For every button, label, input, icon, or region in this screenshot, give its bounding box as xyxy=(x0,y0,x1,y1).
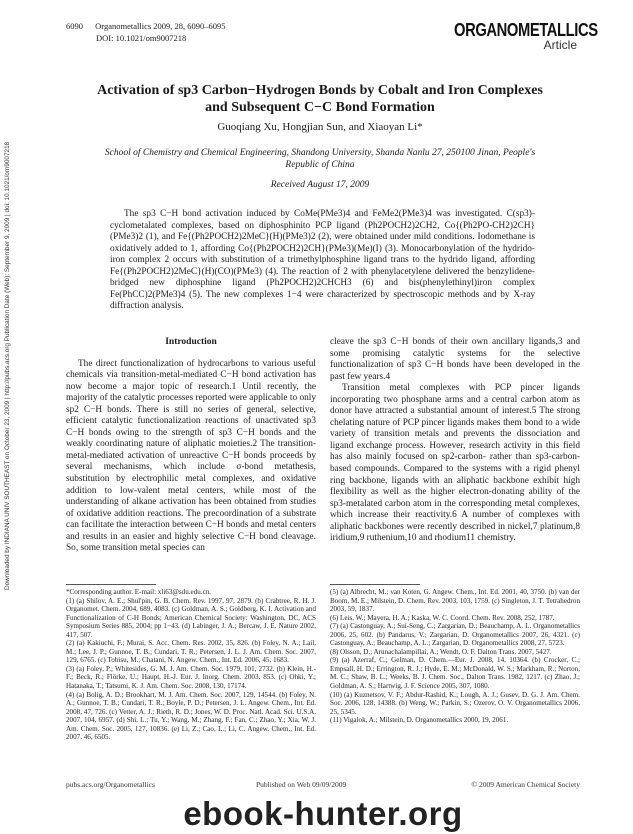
download-stamp xyxy=(4,141,18,590)
footnote: (5) (a) Albrecht, M.; van Koten, G. Angew. Chem., Int. Ed. 2001, 40, 3750. (b) van der Boom, M. E.; Milstein, D. Chem. Rev. 2003, 103, 1759. (c) Singleton, J. T. Tetrahedron 2003, 59, 1837. xyxy=(330,588,580,614)
watermark-logo: ebook-hunter.org xyxy=(183,795,463,832)
section-heading-introduction: Introduction xyxy=(165,337,217,347)
footnote: (4) (a) Bolig, A. D.; Brookhart, M. J. Am. Chem. Soc. 2007, 129, 14544. (b) Foley, N. A.; Gunnoe, T. B.; Cundari, T. R.; Boyle, P. D.; Petersen, J. L. Angew. Chem., Int. Ed. 2008, 47, 726. (c) Vetter, A. J.; Rieth, R. D.; Jones, W. D. Proc. Natl. Acad. Sci. U.S.A. 2007, 104, 6957. (d) Shi, L.; Tu, Y.; Wang, M.; Zhang, F.; Fan, C.; Zhao, Y.; Xia, W. J. Am. Chem. Soc. 2005, 127, 10836. (e) Li, Z.; Cao, L.; Li, C. Angew. Chem., Int. Ed. 2007, 46, 6505. xyxy=(66,690,316,742)
footnote: (9) (a) Azerraf, C.; Gelman, D. Chem.—Eur. J. 2008, 14, 10364. (b) Crocker, C.; Empsall, H. D.; Errington, R. J.; Hyde, E. M.; McDonald, W. S.; Markham, R.; Norton, M. C.; Shaw, B. L.; Weeks, B. J. Chem. Soc., Dalton Trans. 1982, 1217. (c) Zhao, J.; Goldman, A. S.; Hartwig, J. F. Science 2005, 307, 1080. xyxy=(330,656,580,691)
running-header xyxy=(66,20,406,44)
footnotes-right xyxy=(330,588,580,725)
journal-logo xyxy=(427,20,598,52)
author-list: Guoqiang Xu, Hongjian Sun, and Xiaoyan Li* xyxy=(217,121,423,133)
intro-paragraph: The direct functionalization of hydrocarbons to various useful chemicals via transition-metal-mediated C−H bond activation has now become a major topic of research.1 Until recently, the majority of the catalytic processes reported were applicable to only sp2 C−H bonds. There is still no series of general, selective, efficient catalytic functionalization reactions of unactivated sp3 C−H bonds owing to the strength of sp3 C−H bonds and the weakly coordinating nature of aliphatic moieties.2 The transition-metal-mediated activation of unreactive C−H bonds proceeds by several mechanisms, which include σ-bond metathesis, substitution by electrophilic metal complexes, and oxidative addition to low-valent metal centers, while most of the understanding of alkane activation has been obtained from studies of oxidative addition reactions. The precoordination of a substrate can facilitate the interaction between C−H bonds and metal centers and results in an easier and highly selective C−H bond cleavage. So, some transition metal species can xyxy=(66,358,316,554)
column-right xyxy=(330,337,580,545)
paper-title: Activation of sp3 Carbon−Hydrogen Bonds by Cobalt and Iron Complexes and Subsequent C−C Bond Formation xyxy=(97,83,543,115)
page-number: 6090 xyxy=(66,21,83,31)
footnote: (2) (a) Kakiuchi, F.; Murai, S. Acc. Chem. Res. 2002, 35, 826. (b) Foley, N. A.; Lail, M.; Lee, J. P.; Gunnoe, T. B.; Cundari, T. R.; Petersen, J. L. J. Am. Chem. Soc. 2007, 129, 6765. (c) Tobisu, M.; Chatani, N. Angew. Chem., Int. Ed. 2006, 45, 1683. xyxy=(66,639,316,665)
abstract: The sp3 C−H bond activation induced by CoMe(PMe3)4 and FeMe2(PMe3)4 was investigated. C(sp3)-cyclometalated complexes, based on diphosphinito PCP ligand (Ph2POCH2)2CH2, Co{(Ph2PO-CH2)2CH}(PMe3)2 (1), and Fe{(Ph2POCH2)2MeC}(H)(PMe3)2 (2), were obtained under mild conditions. Iodomethane is oxidatively added to 1, affording Co{(Ph2POCH2)2CH}(PMe3)(Me)(I) (3). Monocarbonylation of the hydrido-iron complex 2 occurs with substitution of a trimethylphosphine ligand trans to the hydrido ligand, affording Fe{(Ph2POCH2)2MeC}(H)(CO)(PMe3) (4). The reaction of 2 with phenylacetylene delivered the benzylidene-bridged new diphosphine ligand (Ph2POCH2)2CHCH3 (6) and bis(phenylethinyl)iron complex Fe(PhCC)2(PMe3)4 (5). The new complexes 1−4 were characterized by spectroscopic methods and by X-ray diffraction analysis. xyxy=(110,209,535,311)
footnote: (11) Vigalok, A.; Milstein, D. Organometallics 2000, 19, 2061. xyxy=(330,716,509,725)
footer-journal-url: pubs.acs.org/Organometallics xyxy=(66,780,155,789)
footnote-divider xyxy=(330,584,420,585)
intro-paragraph: cleave the sp3 C−H bonds of their own ancillary ligands,3 and some promising catalytic systems for the selective functionalization of sp3 C−H bonds have been developed in the past few years.4 xyxy=(330,337,580,382)
footnote: (6) Leis, W.; Mayera, H. A.; Kaska, W. C. Coord. Chem. Rev. 2008, 252, 1787. xyxy=(330,613,555,622)
journal-name: ORGANOMETALLICS xyxy=(454,20,598,40)
journal-citation: Organometallics 2009, 28, 6090–6095 xyxy=(95,21,226,31)
footnote: (1) (a) Shilov, A. E.; Shul'pin, G. B. Chem. Rev. 1997, 97, 2879. (b) Crabtree, R. H. J. Organomet. Chem. 2004, 689, 4083. (c) Goldman, A. S.; Goldberg, K. I. Activation and Functionalization of C-H Bonds; American Chemical Society: Washington, DC, ACS Symposium Series 885, 2004; pp 1−43. (d) Labinger, J. A.; Bercaw, J. E. Nature 2002, 417, 507. xyxy=(66,596,316,639)
intro-paragraph: Transition metal complexes with PCP pincer ligands incorporating two phosphane arms and a central carbon atom as donor have attracted a substantial amount of interest.5 The strong chelating nature of PCP pincer ligands makes them bond to a wide variety of transition metals and prevents the dissociation and ligand exchange process. However, research activity in this field has also mainly focused on sp2-carbon- rather than sp3-carbon-based compounds. Compared to the systems with a rigid phenyl ring backbone, ligands with an aliphatic backbone exhibit high flexibility as well as the higher electron-donating ability of the sp3-metalated carbon atom in the corresponding metal complexes, which increase their reactivity.6 A number of complexes with aliphatic backbones were recently described in nickel,7 platinum,8 iridium,9 ruthenium,10 and rhodium11 chemistry. xyxy=(330,383,580,544)
affiliation: School of Chemistry and Chemical Engineering, Shandong University, Shanda Nanlu 27, 250100 Jinan, People's Republic of China xyxy=(104,148,536,170)
footnote-divider xyxy=(66,584,156,585)
footnote: *Corresponding author. E-mail: xli63@sdu.edu.cn. xyxy=(66,588,212,596)
footnote: (7) (a) Castonguay, A.; Sui-Seng, C.; Zargarian, D.; Beauchamp, A. L. Organometallics 2006, 25, 602. (b) Pandarus, V.; Zargarian, D. Organometallics 2007, 26, 4321. (c) Castonguay, A.; Beauchamp, A. L.; Zargarian, D. Organometallics 2008, 27, 5723. xyxy=(330,622,580,648)
footer-publication-date: Published on Web 09/09/2009 xyxy=(256,780,347,789)
doi: DOI: 10.1021/om9007218 xyxy=(96,33,187,43)
article-type: Article xyxy=(543,38,577,52)
footnote: (3) (a) Foley, P.; Whitesides, G. M. J. Am. Chem. Soc. 1979, 101, 2732. (b) Klein, H.-F.; Beck, R.; Flörke, U.; Haupt, H.-J. Eur. J. Inorg. Chem. 2003, 853. (c) Ohki, Y.; Hatanaka, T.; Tatsumi, K. J. Am. Chem. Soc. 2008, 130, 17174. xyxy=(66,664,316,691)
page-footer xyxy=(66,780,580,792)
footer-copyright: © 2009 American Chemical Society xyxy=(471,780,580,789)
received-date: Received August 17, 2009 xyxy=(270,180,370,190)
footnote: (10) (a) Kuznetsov, V. F.; Abdur-Rashid, K.; Lough, A. J.; Gusev, D. G. J. Am. Chem. Soc. 2006, 128, 14388. (b) Weng, W.; Parkin, S.; Ozerov, O. V. Organometallics 2006, 25, 5345. xyxy=(330,690,580,716)
footnotes-left xyxy=(66,588,316,742)
download-stamp-text: Downloaded by INDIANA UNIV SOUTHEAST on October 23, 2009 | http://pubs.acs.org Publication Date (Web): September 9, 2009 | doi: 10.1021/om9007218 xyxy=(4,141,11,590)
footnote: (8) Olsson, D.; Arunachalampillai, A.; Wendt, O. F. Dalton Trans. 2007, 5427. xyxy=(330,647,552,656)
column-left xyxy=(66,337,316,555)
